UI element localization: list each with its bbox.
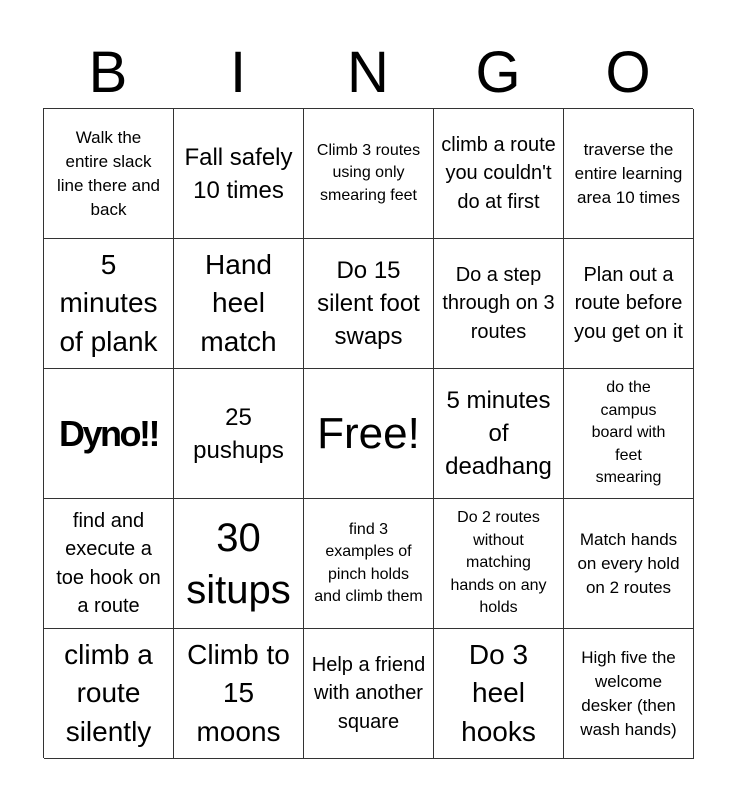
header-letter-n: N — [347, 40, 389, 105]
square-text: Dyno!! — [59, 412, 158, 454]
bingo-square[interactable] — [564, 499, 694, 629]
bingo-square[interactable] — [174, 109, 304, 239]
bingo-square[interactable] — [564, 239, 694, 369]
square-text: Climb 3 routes using only smearing feet — [316, 141, 421, 204]
square-text: Do 2 routes without matching hands on any holds — [450, 509, 547, 617]
bingo-square[interactable] — [44, 499, 174, 629]
bingo-square[interactable] — [44, 109, 174, 239]
bingo-square[interactable] — [304, 499, 434, 629]
bingo-square[interactable] — [174, 239, 304, 369]
square-text: do the campus board with feet smearing — [591, 379, 666, 487]
square-text: Climb to 15 moons — [187, 638, 290, 747]
bingo-square[interactable] — [304, 629, 434, 759]
bingo-square[interactable] — [564, 109, 694, 239]
header-letter-b: B — [88, 40, 128, 105]
bingo-square[interactable] — [564, 629, 694, 759]
bingo-square[interactable] — [564, 369, 694, 499]
header-letter-o: O — [605, 40, 651, 105]
square-text: Free! — [317, 408, 420, 458]
bingo-square[interactable] — [44, 369, 174, 499]
bingo-square[interactable] — [434, 109, 564, 239]
bingo-square[interactable] — [44, 239, 174, 369]
square-text: Match hands on every hold on 2 routes — [577, 529, 680, 597]
square-text: Walk the entire slack line there and back — [56, 127, 161, 219]
square-text: Do a step through on 3 routes — [442, 263, 555, 343]
square-text: Hand heel match — [200, 248, 277, 357]
header-letter-i: I — [229, 40, 247, 105]
square-text: 25 pushups — [193, 403, 284, 464]
square-text: Plan out a route before you get on it — [574, 263, 683, 343]
bingo-square[interactable] — [304, 109, 434, 239]
square-text: climb a route you couldn't do at first — [441, 133, 556, 213]
square-text: Help a friend with another square — [311, 653, 426, 733]
bingo-square[interactable] — [434, 369, 564, 499]
square-text: High five the welcome desker (then wash hands) — [580, 647, 677, 739]
square-text: find 3 examples of pinch holds and climb them — [314, 520, 423, 605]
square-text: traverse the entire learning area 10 times — [574, 139, 683, 207]
free-square[interactable] — [304, 369, 434, 499]
bingo-board — [43, 108, 693, 758]
bingo-square[interactable] — [174, 369, 304, 499]
square-text: Fall safely 10 times — [184, 143, 293, 204]
square-text: Do 15 silent foot swaps — [317, 257, 420, 350]
bingo-header — [43, 38, 693, 108]
square-text: 5 minutes of deadhang — [445, 387, 552, 480]
square-text: find and execute a toe hook on a route — [56, 509, 161, 617]
bingo-square[interactable] — [44, 629, 174, 759]
square-text: 5 minutes of plank — [59, 248, 158, 357]
bingo-square[interactable] — [174, 629, 304, 759]
bingo-square[interactable] — [304, 239, 434, 369]
bingo-square[interactable] — [434, 629, 564, 759]
header-letter-g: G — [475, 40, 521, 105]
square-text: Do 3 heel hooks — [461, 638, 536, 747]
square-text: 30 situps — [186, 515, 291, 612]
bingo-square[interactable] — [434, 499, 564, 629]
bingo-square[interactable] — [434, 239, 564, 369]
square-text: climb a route silently — [64, 638, 153, 747]
bingo-square[interactable] — [174, 499, 304, 629]
